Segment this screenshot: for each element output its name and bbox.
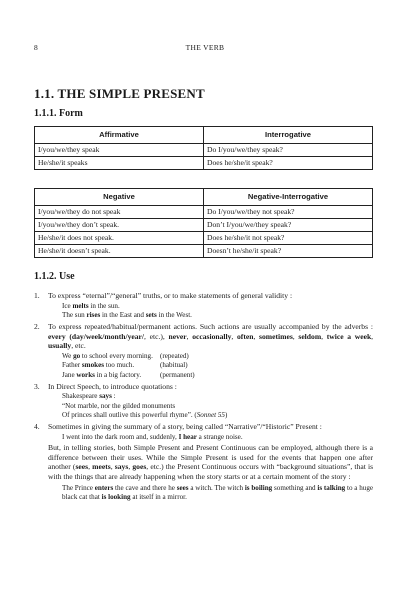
table-cell: He/she/it does not speak.	[35, 232, 204, 245]
example-verb: rises	[86, 310, 101, 319]
example-verb: works	[76, 370, 95, 379]
bold-run: every (day/week/month/year/	[48, 331, 145, 341]
list-number: 1.	[34, 291, 40, 300]
example-text: too much.	[103, 361, 135, 370]
text-run: ,	[88, 462, 93, 472]
example-text: Jane	[62, 370, 77, 379]
example-line	[62, 433, 373, 442]
bold-run: says	[114, 462, 129, 472]
column-header: Interrogative	[204, 127, 373, 144]
example-line	[62, 361, 373, 370]
text-run: ,	[128, 462, 133, 472]
bold-run: often	[237, 331, 254, 341]
running-title: THE VERB	[185, 43, 225, 52]
example-block	[48, 484, 373, 503]
quotation-block	[48, 392, 373, 420]
quote-text: )	[224, 411, 228, 420]
example-note: (habitual)	[160, 361, 188, 370]
example-text: at itself in a mirror.	[130, 492, 187, 501]
quote-verb: says	[99, 392, 112, 401]
bold-run: seldom	[298, 331, 322, 341]
column-header: Negative-Interrogative	[204, 189, 373, 206]
text-run: ,	[231, 331, 237, 341]
column-header: Affirmative	[35, 127, 204, 144]
example-line	[62, 311, 373, 320]
table-row	[35, 206, 373, 219]
text-run: , etc.),	[144, 331, 169, 341]
bold-run: occasionally	[192, 331, 232, 341]
quotation-line: “Not marble, nor the gilded monuments	[62, 401, 176, 410]
example-text: the cave and there he	[113, 483, 177, 492]
example-text: to school every morning.	[80, 351, 153, 360]
table-cell: Do I/you/we/they not speak?	[204, 206, 373, 219]
list-item	[34, 322, 373, 380]
example-text: to a huge black cat that	[62, 483, 374, 501]
table-cell: Does he/she/it not speak?	[204, 232, 373, 245]
table-cell: Does he/she/it speak?	[204, 157, 373, 170]
text-run: To express repeated/habitual/permanent actions. Such actions are usually accompanied by the adverbs :	[48, 322, 373, 332]
example-verb: enters	[94, 483, 114, 492]
example-verb: I hear	[178, 432, 197, 441]
bold-run: meets	[92, 462, 111, 472]
example-text: We	[62, 351, 74, 360]
table-row	[35, 157, 373, 170]
bold-run: usually	[48, 341, 72, 351]
table-row	[35, 144, 373, 157]
example-text: in the sun.	[88, 301, 120, 310]
list-item-text	[48, 322, 373, 351]
example-text: a witch. The witch	[188, 483, 245, 492]
quote-text: Of princes shall outlive this powerful rhyme”. (	[62, 411, 197, 420]
table-header-row	[35, 189, 373, 206]
list-item-text: In Direct Speech, to introduce quotations :	[48, 381, 177, 391]
table-cell: I/you/we/they don’t speak.	[35, 219, 204, 232]
table-cell: I/you/we/they speak	[35, 144, 204, 157]
example-note: (repeated)	[160, 351, 189, 360]
example-verb: is boiling	[244, 483, 273, 492]
page-number: 8	[34, 43, 38, 52]
list-item-text: To express “eternal”/“general” truths, or to make statements of general validity :	[48, 291, 293, 300]
table-cell: He/she/it doesn’t speak.	[35, 245, 204, 258]
quotation-line	[62, 411, 373, 420]
example-verb: sees	[176, 483, 189, 492]
quote-text: Shakespeare	[62, 392, 100, 401]
list-number: 2.	[34, 322, 40, 332]
table-cell: I/you/we/they do not speak	[35, 206, 204, 219]
table-row	[35, 245, 373, 258]
bold-run: goes	[132, 462, 147, 472]
bold-run: sometimes	[259, 331, 293, 341]
example-note: (permanent)	[160, 370, 195, 379]
table-cell: Do I/you/we/they speak?	[204, 144, 373, 157]
example-text: Father	[62, 361, 82, 370]
subsection-form-heading: 1.1.1. Form	[34, 108, 83, 119]
text-run: ,	[110, 462, 115, 472]
example-verb: smokes	[81, 361, 104, 370]
column-header: Negative	[35, 189, 204, 206]
list-item	[34, 422, 373, 502]
bold-run: never	[168, 331, 187, 341]
text-run: ,	[371, 331, 374, 341]
quote-source: Sonnet 55	[196, 411, 225, 420]
use-body	[34, 291, 373, 504]
text-run: , etc.) the Present Continuous occurs with “background situations”, that is with the things that are already happening when the story starts or at a certain moment of the story :	[48, 462, 374, 482]
table-cell: Don’t I/you/we/they speak?	[204, 219, 373, 232]
example-text: in the East and	[100, 310, 146, 319]
subsection-use-heading: 1.1.2. Use	[34, 271, 75, 282]
quotation-line	[62, 392, 373, 401]
example-text: something and	[272, 483, 318, 492]
example-block	[48, 302, 373, 321]
example-text: in a big factory.	[94, 370, 142, 379]
text-run: But, in telling stories, both Simple Present and Present Continuous can be employed, although there is a difference between their uses. While the Simple Present is used for the events that happen one after another (	[48, 443, 373, 472]
quote-text: :	[111, 392, 116, 401]
list-item	[34, 291, 373, 320]
list-number: 3.	[34, 381, 40, 391]
example-text: a strange noise.	[196, 432, 243, 441]
example-line	[62, 352, 373, 361]
example-verb: is looking	[101, 492, 131, 501]
example-text: Ice	[62, 301, 73, 310]
text-run: ,	[292, 331, 299, 341]
text-run: ,	[186, 331, 193, 341]
table-row	[35, 219, 373, 232]
list-number: 4.	[34, 422, 40, 432]
section-title: 1.1. THE SIMPLE PRESENT	[34, 86, 205, 101]
example-line	[62, 302, 373, 311]
list-item	[34, 382, 373, 420]
example-verb: melts	[72, 301, 89, 310]
example-line	[62, 371, 373, 380]
bold-run: twice a week	[326, 331, 372, 341]
table-cell: He/she/it speaks	[35, 157, 204, 170]
table-cell: Doesn’t he/she/it speak?	[204, 245, 373, 258]
list-item-text: Sometimes in giving the summary of a story, being called “Narrative”/“Historic” Present :	[48, 422, 322, 432]
example-text: The Prince	[62, 483, 95, 492]
example-text: I went into the dark room and, suddenly,	[62, 432, 179, 441]
negative-table	[34, 188, 373, 258]
example-verb: is talking	[317, 483, 346, 492]
running-header	[34, 43, 376, 55]
example-text: The sun	[62, 310, 87, 319]
text-run: ,	[321, 331, 327, 341]
table-row	[35, 232, 373, 245]
affirmative-interrogative-table	[34, 126, 373, 170]
bold-run: sees	[75, 462, 89, 472]
text-run: ,	[253, 331, 260, 341]
example-block	[48, 433, 373, 442]
example-verb: sets	[145, 310, 157, 319]
example-block	[48, 352, 373, 380]
body-paragraph	[48, 443, 373, 481]
table-header-row	[35, 127, 373, 144]
example-verb: go	[73, 351, 81, 360]
example-text: in the West.	[156, 310, 192, 319]
text-run: , etc.	[71, 341, 86, 351]
